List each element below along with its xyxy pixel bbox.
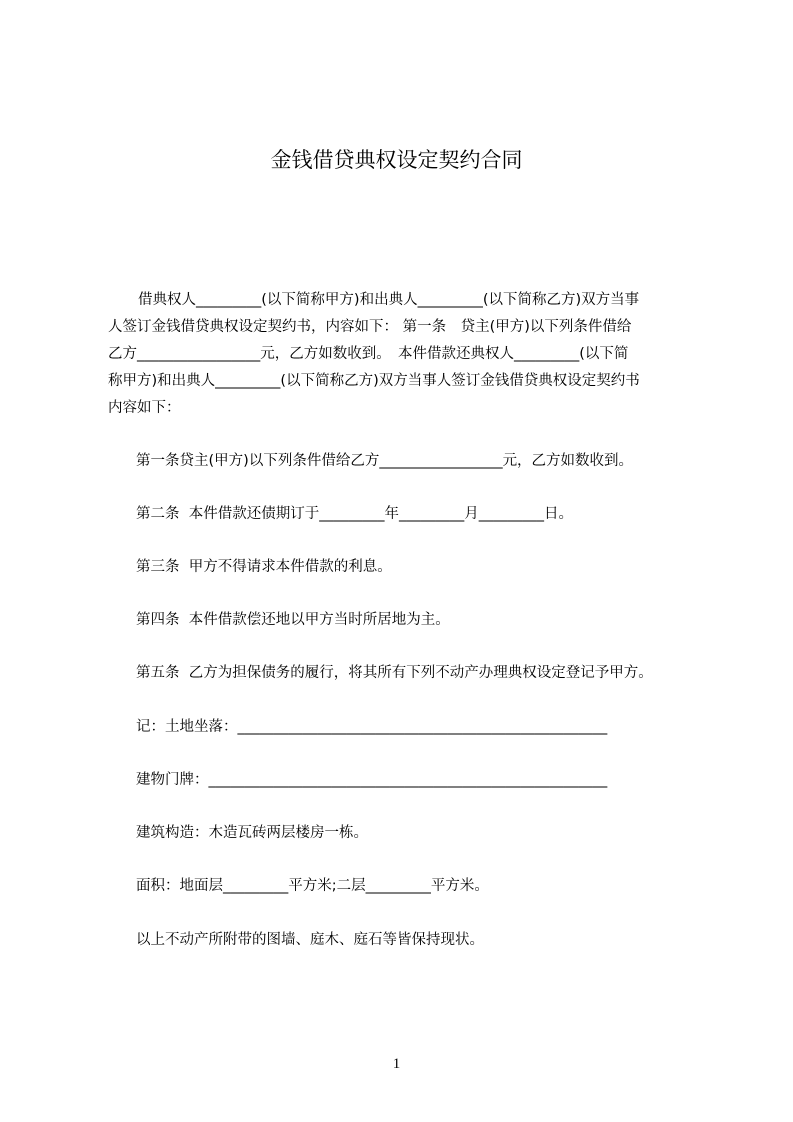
clause-1: 第一条贷主(甲方)以下列条件借给乙方_________________元，乙方如数收到。 xyxy=(136,453,634,469)
clause-3: 第三条 甲方不得请求本件借款的利息。 xyxy=(136,559,392,575)
document-title: 金钱借贷典权设定契约合同 xyxy=(270,148,523,172)
clause-5: 第五条 乙方为担保债务的履行，将其所有下列不动产办理典权设定登记予甲方。 xyxy=(136,665,653,681)
building-structure: 建筑构造：木造瓦砖两层楼房一栋。 xyxy=(136,825,368,841)
intro-line: 人签订金钱借贷典权设定契约书，内容如下： 第一条 贷主(甲方)以下列条件借给 xyxy=(108,319,632,335)
land-location: 记：土地坐落：___________________________________________________ xyxy=(136,719,608,735)
intro-line: 内容如下： xyxy=(108,400,181,416)
intro-line: 借典权人_________(以下简称甲方)和出典人_________(以下简称乙方)双方当事 xyxy=(138,292,640,308)
page-number: 1 xyxy=(392,1056,401,1072)
intro-line: 称甲方)和出典人_________(以下简称乙方)双方当事人签订金钱借贷典权设定契约书 xyxy=(108,373,640,389)
intro-line: 乙方_________________元，乙方如数收到。 本件借款还典权人_________(以下简 xyxy=(108,346,629,362)
attachments-note: 以上不动产所附带的图墙、庭木、庭石等皆保持现状。 xyxy=(136,932,484,948)
building-address: 建物门牌：_______________________________________________________ xyxy=(136,772,608,788)
clause-4: 第四条 本件借款偿还地以甲方当时所居地为主。 xyxy=(136,612,450,628)
area: 面积：地面层_________平方米;二层_________平方米。 xyxy=(136,878,489,894)
clause-2: 第二条 本件借款还债期订于_________年_________月_________日。 xyxy=(136,506,573,522)
